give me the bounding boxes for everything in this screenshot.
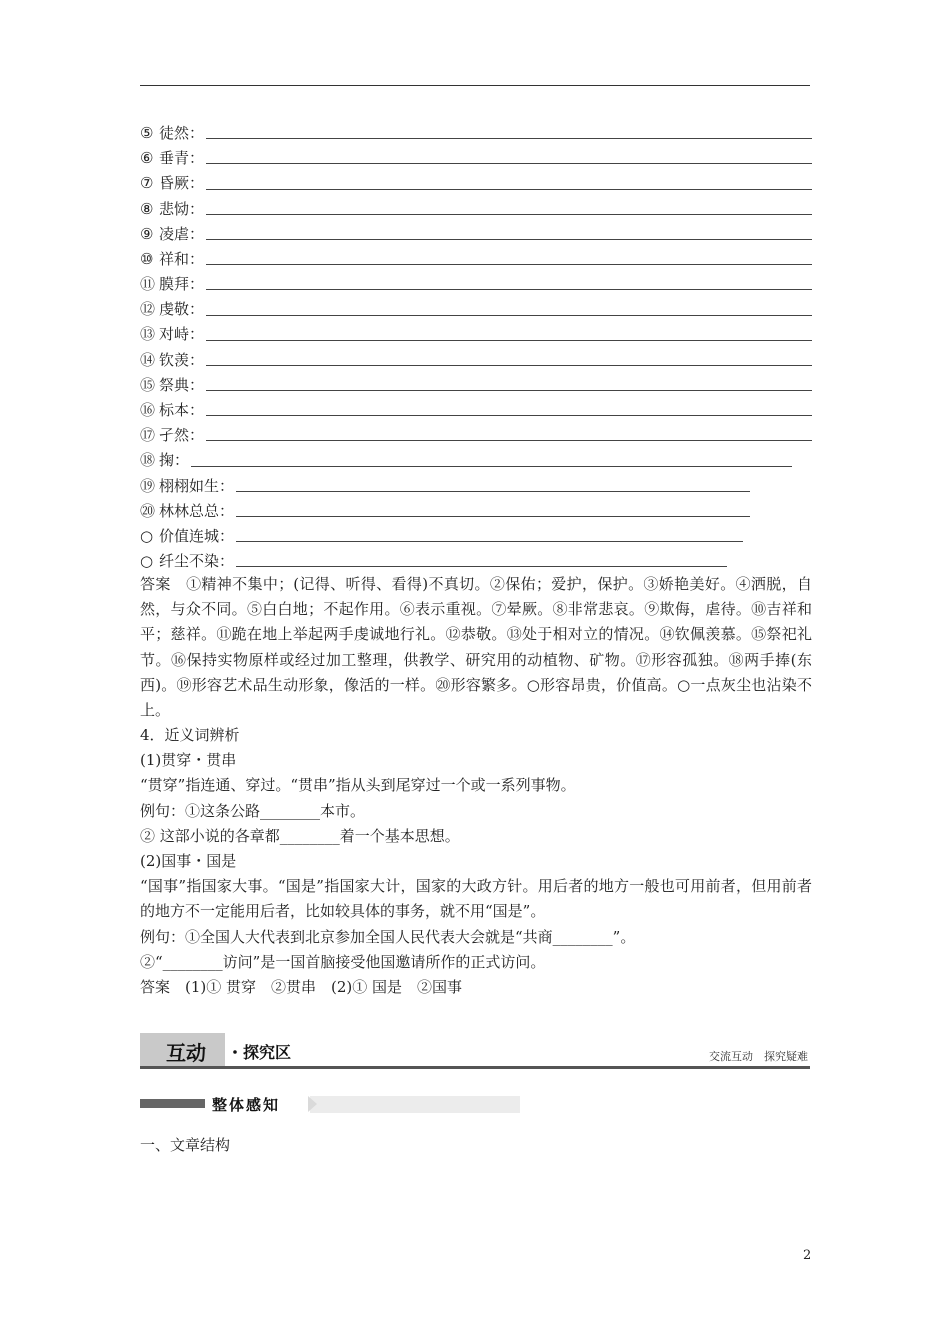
banner-tagline: 交流互动 探究疑难 bbox=[709, 1050, 808, 1063]
answer-blank-line[interactable] bbox=[206, 390, 812, 391]
vocab-term: 凌虐： bbox=[159, 224, 205, 243]
answer-blank-line[interactable] bbox=[236, 491, 750, 492]
pair2-example-2: ②“________访问”是一国首脑接受他国邀请所作的正式访问。 bbox=[140, 952, 546, 971]
subsection-header bbox=[140, 1096, 520, 1113]
answer-blank-line[interactable] bbox=[206, 189, 812, 190]
vocab-number: ⑩ bbox=[140, 249, 154, 268]
vocab-number: ○ bbox=[140, 526, 154, 545]
pair1-definition: “贯穿”指连通、穿过。“贯串”指从头到尾穿过一个或一系列事物。 bbox=[140, 776, 576, 795]
answer-blank-line[interactable] bbox=[236, 516, 750, 517]
vocab-number: ⑦ bbox=[140, 174, 154, 193]
vocab-term: 价值连城： bbox=[159, 526, 235, 545]
vocab-number: ⑮ bbox=[140, 375, 156, 394]
synonym-heading: 4．近义词辨析 bbox=[140, 726, 240, 744]
section-banner bbox=[140, 1033, 810, 1069]
vocab-item bbox=[140, 197, 812, 222]
vocab-number: ⑱ bbox=[140, 451, 156, 470]
answer-blank-line[interactable] bbox=[206, 163, 812, 164]
answer-blank-line[interactable] bbox=[206, 315, 812, 316]
vocab-term: 标本： bbox=[159, 401, 205, 420]
vocab-item bbox=[140, 121, 812, 146]
vocab-number: ⑤ bbox=[140, 123, 154, 142]
structure-heading: 一、文章结构 bbox=[140, 1136, 231, 1154]
vocab-term: 祥和： bbox=[159, 249, 205, 268]
vocab-term: 昏厥： bbox=[159, 174, 205, 193]
synonym-section bbox=[140, 723, 812, 1000]
vocab-number: ⑳ bbox=[140, 501, 156, 520]
vocab-term: 祭典： bbox=[159, 375, 205, 394]
page-number: 2 bbox=[803, 1248, 812, 1263]
vocab-term: 纤尘不染： bbox=[159, 552, 235, 571]
answer-blank-line[interactable] bbox=[236, 541, 743, 542]
vocab-number: ⑬ bbox=[140, 325, 156, 344]
vocab-term: 徒然： bbox=[159, 123, 205, 142]
pair2-title: (2)国事・国是 bbox=[140, 852, 237, 871]
banner-subtitle: ・探究区 bbox=[227, 1043, 292, 1062]
vocab-item bbox=[140, 247, 812, 272]
answer-blank-line[interactable] bbox=[206, 440, 812, 441]
answer-blank-line[interactable] bbox=[206, 365, 812, 366]
vocab-list bbox=[140, 121, 812, 574]
answer-blank-line[interactable] bbox=[191, 466, 792, 467]
vocab-item bbox=[140, 171, 812, 196]
answer-blank-line[interactable] bbox=[206, 415, 812, 416]
header-rule bbox=[140, 85, 810, 86]
synonym-answer: 答案 (1)① 贯穿 ②贯串 (2)① 国是 ②国事 bbox=[140, 978, 463, 997]
vocab-number: ⑭ bbox=[140, 350, 156, 369]
pair1-title: (1)贯穿・贯串 bbox=[140, 751, 237, 770]
chevron-right-icon bbox=[308, 1096, 317, 1112]
vocab-term: 林林总总： bbox=[159, 501, 235, 520]
vocab-term: 钦羡： bbox=[159, 350, 205, 369]
subhead-dark-bar bbox=[140, 1099, 205, 1108]
subhead-light-bar bbox=[310, 1096, 520, 1113]
answer-blank-line[interactable] bbox=[206, 340, 812, 341]
answer-blank-line[interactable] bbox=[206, 214, 812, 215]
banner-bar bbox=[140, 1066, 810, 1069]
vocab-item bbox=[140, 549, 812, 574]
vocab-item bbox=[140, 499, 812, 524]
vocab-item bbox=[140, 398, 812, 423]
vocab-item bbox=[140, 474, 812, 499]
vocab-item bbox=[140, 524, 812, 549]
vocab-term: 虔敬： bbox=[159, 300, 205, 319]
vocab-number: ⑥ bbox=[140, 149, 154, 168]
vocab-term: 栩栩如生： bbox=[159, 476, 235, 495]
vocab-item bbox=[140, 373, 812, 398]
vocab-number: ⑨ bbox=[140, 224, 154, 243]
vocab-item bbox=[140, 348, 812, 373]
vocab-item bbox=[140, 146, 812, 171]
vocab-item bbox=[140, 222, 812, 247]
pair1-example-2: ② 这部小说的各章都________着一个基本思想。 bbox=[140, 826, 460, 845]
vocab-number: ⑧ bbox=[140, 199, 154, 218]
vocab-number: ⑯ bbox=[140, 401, 156, 420]
pair1-example-1: 例句：①这条公路________本市。 bbox=[140, 801, 366, 820]
vocab-number: ⑲ bbox=[140, 476, 156, 495]
vocab-term: 掬： bbox=[159, 451, 190, 470]
vocab-item bbox=[140, 423, 812, 448]
vocab-answer: 答案 ①精神不集中；(记得、听得、看得)不真切。②保佑；爱护，保护。③娇艳美好。④洒脱，自然，与众不同。⑤白白地；不起作用。⑥表示重视。⑦晕厥。⑧非常悲哀。⑨欺侮，虐待。⑩吉祥和平；慈祥。⑪跪在地上举起两手虔诚地行礼。⑫恭敬。⑬处于相对立的情况。⑭钦佩羡慕。⑮祭祀礼节。⑯保持实物原样或经过加工整理，供教学、研究用的动植物、矿物。⑰形容孤独。⑱两手捧(东西)。⑲形容艺术品生动形象，像活的一样。⑳形容繁多。○形容昂贵，价值高。○一点灰尘也沾染不上。 bbox=[140, 575, 812, 720]
subsection-title: 整体感知 bbox=[212, 1096, 281, 1114]
vocab-term: 垂青： bbox=[159, 149, 205, 168]
vocab-term: 膜拜： bbox=[159, 275, 205, 294]
vocab-item bbox=[140, 272, 812, 297]
vocab-term: 孑然： bbox=[159, 426, 205, 445]
vocab-number: ⑪ bbox=[140, 275, 156, 294]
answer-blank-line[interactable] bbox=[206, 264, 812, 265]
vocab-number: ⑫ bbox=[140, 300, 156, 319]
vocab-term: 对峙： bbox=[159, 325, 205, 344]
pair2-example-1: 例句：①全国人大代表到北京参加全国人民代表大会就是“共商________”。 bbox=[140, 927, 636, 946]
vocab-item bbox=[140, 297, 812, 322]
vocab-item bbox=[140, 323, 812, 348]
banner-title: 互动 bbox=[166, 1041, 206, 1065]
answer-blank-line[interactable] bbox=[236, 566, 727, 567]
vocab-number: ○ bbox=[140, 552, 154, 571]
answer-blank-line[interactable] bbox=[206, 239, 812, 240]
vocab-number: ⑰ bbox=[140, 426, 156, 445]
answer-blank-line[interactable] bbox=[206, 138, 812, 139]
pair2-definition: “国事”指国家大事。“国是”指国家大计，国家的大政方针。用后者的地方一般也可用前者，但用前者的地方不一定能用后者，比如较具体的事务，就不用“国是”。 bbox=[140, 877, 812, 921]
vocab-item bbox=[140, 448, 812, 473]
answer-blank-line[interactable] bbox=[206, 289, 812, 290]
vocab-term: 悲恸： bbox=[159, 199, 205, 218]
